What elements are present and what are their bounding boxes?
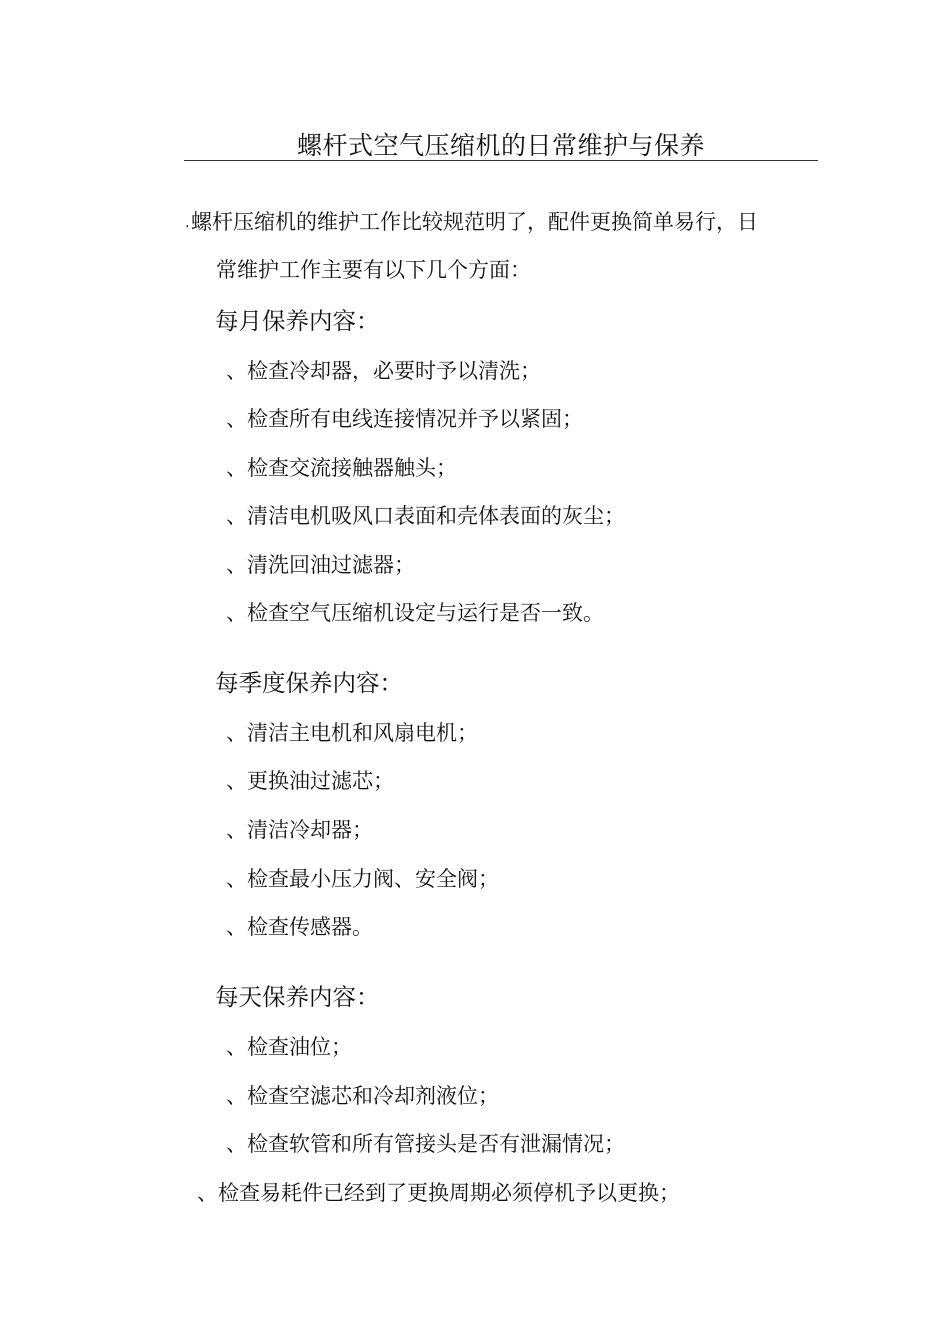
quarterly-item: 、清洁主电机和风扇电机； [226, 721, 478, 745]
monthly-item: 、检查冷却器，必要时予以清洗； [226, 359, 541, 383]
monthly-item: 、检查所有电线连接情况并予以紧固； [226, 407, 583, 431]
monthly-item: 、检查空气压缩机设定与运行是否一致。 [226, 601, 604, 625]
bullet-dot-icon: · [185, 219, 190, 235]
monthly-item: 、检查交流接触器触头； [226, 456, 457, 480]
daily-item: 、检查软管和所有管接头是否有泄漏情况； [226, 1132, 625, 1156]
quarterly-item: 、清洁冷却器； [226, 818, 373, 842]
daily-item: 、检查易耗件已经到了更换周期必须停机予以更换； [197, 1181, 680, 1205]
quarterly-item: 、检查最小压力阀、安全阀； [226, 867, 499, 891]
title-underline [184, 160, 818, 161]
daily-item: 、检查空滤芯和冷却剂液位； [226, 1084, 499, 1108]
monthly-item: 、清洁电机吸风口表面和壳体表面的灰尘； [226, 504, 625, 528]
intro-line-2: 常维护工作主要有以下几个方面： [216, 258, 531, 282]
quarterly-heading: 每季度保养内容： [215, 669, 403, 697]
daily-heading: 每天保养内容： [215, 983, 380, 1011]
monthly-item: 、清洗回油过滤器； [226, 553, 415, 577]
document-title: 螺杆式空气压缩机的日常维护与保养 [296, 131, 705, 160]
intro-line-1: 螺杆压缩机的维护工作比较规范明了，配件更换简单易行，日 [191, 210, 758, 234]
monthly-heading: 每月保养内容： [215, 307, 380, 335]
quarterly-item: 、更换油过滤芯； [226, 769, 394, 793]
daily-item: 、检查油位； [226, 1035, 352, 1059]
quarterly-item: 、检查传感器。 [226, 915, 373, 939]
